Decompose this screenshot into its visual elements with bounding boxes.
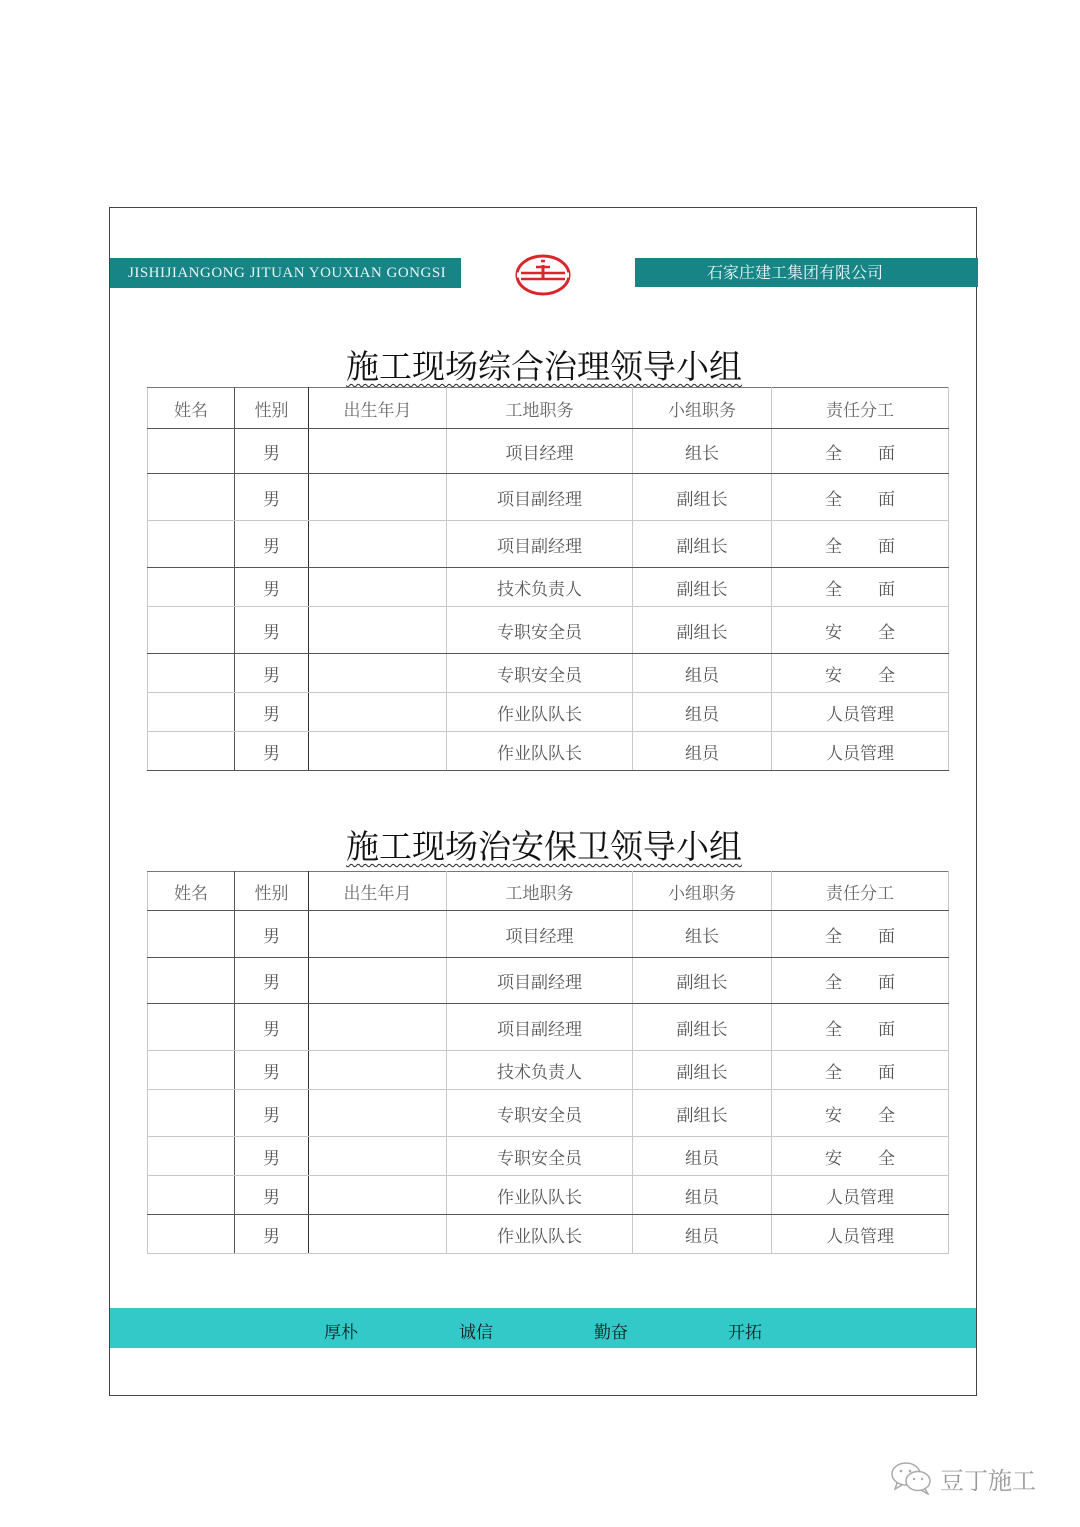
cell-gender: 男: [235, 1090, 309, 1137]
cell-birth: [309, 911, 447, 958]
table-row: [148, 1004, 949, 1051]
cell-birth: [309, 732, 447, 771]
cell-name: [148, 1051, 235, 1090]
cell-duty: 安 全: [772, 1137, 949, 1176]
cell-group-role: 副组长: [633, 521, 772, 568]
cell-gender: 男: [235, 654, 309, 693]
cell-duty: 安 全: [772, 1090, 949, 1137]
cell-group-role: 副组长: [633, 474, 772, 521]
cell-site-role: 专职安全员: [447, 607, 633, 654]
cell-site-role: 技术负责人: [447, 1051, 633, 1090]
table-title-text: 施工现场治安保卫领导小组: [346, 827, 742, 866]
cell-gender: 男: [235, 1215, 309, 1254]
cell-birth: [309, 958, 447, 1004]
value-label: 诚信: [459, 1323, 493, 1343]
cell-birth: [309, 1090, 447, 1137]
cell-birth: [309, 1004, 447, 1051]
table-header-row: [148, 872, 949, 911]
table-row: [148, 1176, 949, 1215]
cell-group-role: 副组长: [633, 1004, 772, 1051]
table-row: [148, 958, 949, 1004]
cell-duty: 安 全: [772, 654, 949, 693]
value-label: 厚朴: [324, 1323, 358, 1343]
cell-gender: 男: [235, 607, 309, 654]
cell-birth: [309, 607, 447, 654]
value-label: 开拓: [728, 1323, 762, 1343]
table-header-row: [148, 388, 949, 429]
table-row: [148, 474, 949, 521]
cell-site-role: 专职安全员: [447, 1137, 633, 1176]
cell-group-role: 组员: [633, 693, 772, 732]
table-row: [148, 1215, 949, 1254]
col-header-birth: 出生年月: [309, 872, 447, 911]
col-header-group-role: 小组职务: [633, 388, 772, 429]
cell-gender: 男: [235, 1137, 309, 1176]
col-header-gender: 性别: [235, 388, 309, 429]
company-values-band: [110, 1308, 976, 1348]
cell-site-role: 项目副经理: [447, 521, 633, 568]
cell-gender: 男: [235, 693, 309, 732]
cell-name: [148, 1215, 235, 1254]
cell-site-role: 作业队队长: [447, 1215, 633, 1254]
table-row: [148, 521, 949, 568]
cell-group-role: 副组长: [633, 1090, 772, 1137]
cell-name: [148, 1090, 235, 1137]
cell-name: [148, 693, 235, 732]
cell-group-role: 副组长: [633, 958, 772, 1004]
table-title-text: 施工现场综合治理领导小组: [346, 347, 742, 386]
cell-group-role: 组长: [633, 429, 772, 474]
company-name-banner: 石家庄建工集团有限公司: [635, 258, 978, 287]
table-row: [148, 607, 949, 654]
cell-site-role: 作业队队长: [447, 732, 633, 771]
cell-site-role: 作业队队长: [447, 1176, 633, 1215]
table-row: [148, 732, 949, 771]
cell-name: [148, 732, 235, 771]
table-row: [148, 1137, 949, 1176]
cell-site-role: 项目副经理: [447, 1004, 633, 1051]
cell-duty: 全 面: [772, 568, 949, 607]
cell-duty: 全 面: [772, 911, 949, 958]
cell-gender: 男: [235, 1004, 309, 1051]
cell-group-role: 组长: [633, 911, 772, 958]
cell-duty: 人员管理: [772, 1176, 949, 1215]
cell-gender: 男: [235, 521, 309, 568]
cell-group-role: 副组长: [633, 1051, 772, 1090]
col-header-site-role: 工地职务: [447, 872, 633, 911]
cell-duty: 人员管理: [772, 1215, 949, 1254]
cell-duty: 全 面: [772, 1004, 949, 1051]
cell-site-role: 项目经理: [447, 911, 633, 958]
cell-gender: 男: [235, 474, 309, 521]
cell-name: [148, 568, 235, 607]
col-header-name: 姓名: [148, 388, 235, 429]
value-label: 勤奋: [594, 1323, 628, 1343]
cell-name: [148, 1137, 235, 1176]
cell-name: [148, 958, 235, 1004]
cell-group-role: 组员: [633, 1215, 772, 1254]
cell-group-role: 副组长: [633, 607, 772, 654]
cell-gender: 男: [235, 958, 309, 1004]
col-header-name: 姓名: [148, 872, 235, 911]
document-page: [109, 207, 977, 1396]
cell-birth: [309, 429, 447, 474]
col-header-duty: 责任分工: [772, 388, 949, 429]
cell-gender: 男: [235, 911, 309, 958]
company-logo-icon: [514, 253, 572, 297]
watermark-text: 豆丁施工: [940, 1466, 1036, 1495]
pinyin-banner: JISHIJIANGONG JITUAN YOUXIAN GONGSI: [110, 258, 461, 288]
table-row: [148, 654, 949, 693]
cell-gender: 男: [235, 1051, 309, 1090]
cell-site-role: 作业队队长: [447, 693, 633, 732]
cell-site-role: 专职安全员: [447, 1090, 633, 1137]
watermark: [890, 1458, 1036, 1498]
cell-name: [148, 1004, 235, 1051]
table-row: [148, 1090, 949, 1137]
cell-group-role: 组员: [633, 1176, 772, 1215]
col-header-gender: 性别: [235, 872, 309, 911]
table-row: [148, 1051, 949, 1090]
cell-site-role: 项目经理: [447, 429, 633, 474]
cell-gender: 男: [235, 732, 309, 771]
col-header-site-role: 工地职务: [447, 388, 633, 429]
cell-birth: [309, 474, 447, 521]
cell-name: [148, 521, 235, 568]
security-guard-table: [147, 871, 949, 1254]
table-row: [148, 568, 949, 607]
cell-site-role: 项目副经理: [447, 474, 633, 521]
table-row: [148, 693, 949, 732]
cell-birth: [309, 693, 447, 732]
cell-birth: [309, 1137, 447, 1176]
table-title-comprehensive: [110, 341, 978, 388]
cell-group-role: 组员: [633, 1137, 772, 1176]
cell-gender: 男: [235, 1176, 309, 1215]
cell-name: [148, 429, 235, 474]
cell-group-role: 组员: [633, 732, 772, 771]
cell-site-role: 专职安全员: [447, 654, 633, 693]
col-header-birth: 出生年月: [309, 388, 447, 429]
cell-group-role: 副组长: [633, 568, 772, 607]
cell-duty: 全 面: [772, 1051, 949, 1090]
cell-group-role: 组员: [633, 654, 772, 693]
col-header-duty: 责任分工: [772, 872, 949, 911]
table-row: [148, 429, 949, 474]
cell-duty: 全 面: [772, 958, 949, 1004]
cell-duty: 全 面: [772, 474, 949, 521]
cell-name: [148, 1176, 235, 1215]
cell-duty: 人员管理: [772, 732, 949, 771]
wechat-icon: [890, 1461, 934, 1495]
comprehensive-governance-table: [147, 387, 949, 771]
cell-birth: [309, 1051, 447, 1090]
cell-birth: [309, 1176, 447, 1215]
cell-birth: [309, 1215, 447, 1254]
cell-duty: 安 全: [772, 607, 949, 654]
cell-birth: [309, 568, 447, 607]
col-header-group-role: 小组职务: [633, 872, 772, 911]
cell-site-role: 技术负责人: [447, 568, 633, 607]
cell-duty: 人员管理: [772, 693, 949, 732]
table-row: [148, 911, 949, 958]
table-title-security: [110, 821, 978, 868]
cell-birth: [309, 654, 447, 693]
cell-name: [148, 654, 235, 693]
cell-name: [148, 911, 235, 958]
cell-gender: 男: [235, 568, 309, 607]
cell-duty: 全 面: [772, 521, 949, 568]
cell-site-role: 项目副经理: [447, 958, 633, 1004]
cell-birth: [309, 521, 447, 568]
cell-name: [148, 474, 235, 521]
cell-name: [148, 607, 235, 654]
cell-duty: 全 面: [772, 429, 949, 474]
cell-gender: 男: [235, 429, 309, 474]
